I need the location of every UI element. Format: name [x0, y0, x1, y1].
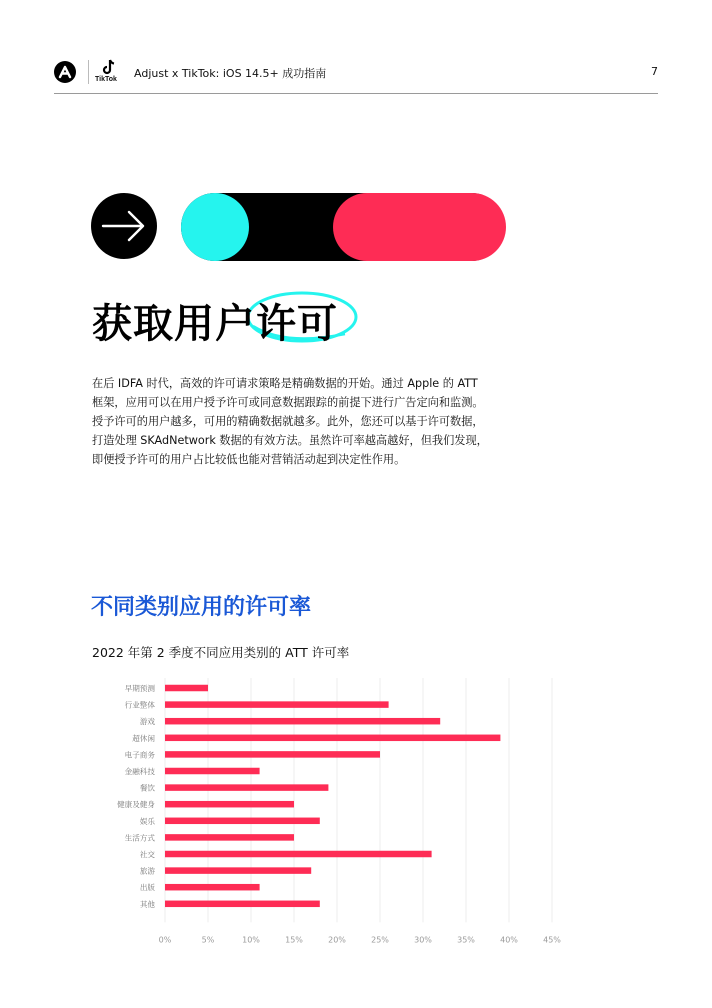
x-tick-label: 30%: [414, 935, 432, 945]
bar: [165, 751, 380, 758]
att-opt-in-bar-chart: [80, 672, 580, 945]
bar: [165, 784, 328, 791]
chart-x-tick-labels: [159, 935, 562, 944]
bar: [165, 851, 432, 858]
bar: [165, 718, 440, 725]
bar: [165, 735, 500, 742]
x-tick-label: 35%: [457, 935, 475, 945]
bar: [165, 801, 294, 808]
page-number: 7: [651, 65, 658, 78]
body-line: 授予许可的用户越多，可用的精确数据就越多。此外，您还可以基于许可数据，: [92, 415, 484, 428]
category-label: 金融科技: [124, 767, 155, 776]
decor-pill-red: [333, 193, 506, 261]
chart-category-labels: [117, 683, 155, 909]
category-label: 游戏: [139, 717, 155, 727]
section-title: 不同类别应用的许可率: [91, 595, 312, 620]
body-line: 在后 IDFA 时代，高效的许可请求策略是精确数据的开始。通过 Apple 的 ATT: [92, 377, 478, 390]
category-label: 出版: [139, 883, 155, 893]
header-title: Adjust x TikTok: iOS 14.5+ 成功指南: [134, 67, 327, 80]
adjust-logo-icon: [54, 61, 76, 83]
category-label: 餐饮: [139, 783, 155, 793]
arrow-right-icon: [91, 193, 157, 259]
header-rule: [54, 93, 658, 94]
bar: [165, 901, 320, 908]
x-tick-label: 45%: [543, 935, 561, 945]
category-label: 行业整体: [124, 700, 155, 710]
bar: [165, 768, 260, 775]
category-label: 健康及健身: [117, 800, 155, 810]
body-line: 打造处理 SKAdNetwork 数据的有效方法。虽然许可率越高越好，但我们发现，: [92, 434, 488, 447]
x-tick-label: 15%: [285, 935, 303, 945]
x-tick-label: 0%: [158, 935, 172, 945]
chart-bars: [165, 685, 500, 907]
tiktok-wordmark: TikTok: [95, 76, 117, 83]
bar: [165, 867, 311, 874]
category-label: 电子商务: [124, 750, 155, 760]
x-tick-label: 25%: [371, 935, 389, 945]
bar: [165, 884, 260, 891]
x-tick-label: 10%: [242, 935, 260, 945]
x-tick-label: 20%: [328, 935, 346, 945]
category-label: 早期预测: [124, 684, 155, 693]
x-tick-label: 40%: [500, 935, 518, 945]
body-paragraph: [92, 374, 497, 469]
bar: [165, 701, 389, 708]
bar: [165, 834, 294, 841]
page-title: 获取用户许可: [92, 301, 338, 347]
decor-circle-cyan: [181, 193, 249, 261]
category-label: 旅游: [139, 866, 155, 876]
body-line: 框架，应用可以在用户授予许可或同意数据跟踪的前提下进行广告定向和监测。: [92, 396, 484, 409]
bar: [165, 685, 208, 692]
x-tick-label: 5%: [201, 935, 215, 945]
category-label: 娱乐: [139, 816, 155, 826]
body-line: 即便授予许可的用户占比较低也能对营销活动起到决定性作用。: [92, 453, 406, 466]
category-label: 生活方式: [124, 833, 155, 843]
category-label: 超休闲: [132, 733, 155, 743]
category-label: 社交: [139, 850, 155, 859]
category-label: 其他: [139, 899, 155, 909]
header-divider: [88, 60, 89, 84]
chart-title: 2022 年第 2 季度不同应用类别的 ATT 许可率: [92, 645, 350, 660]
bar: [165, 818, 320, 825]
